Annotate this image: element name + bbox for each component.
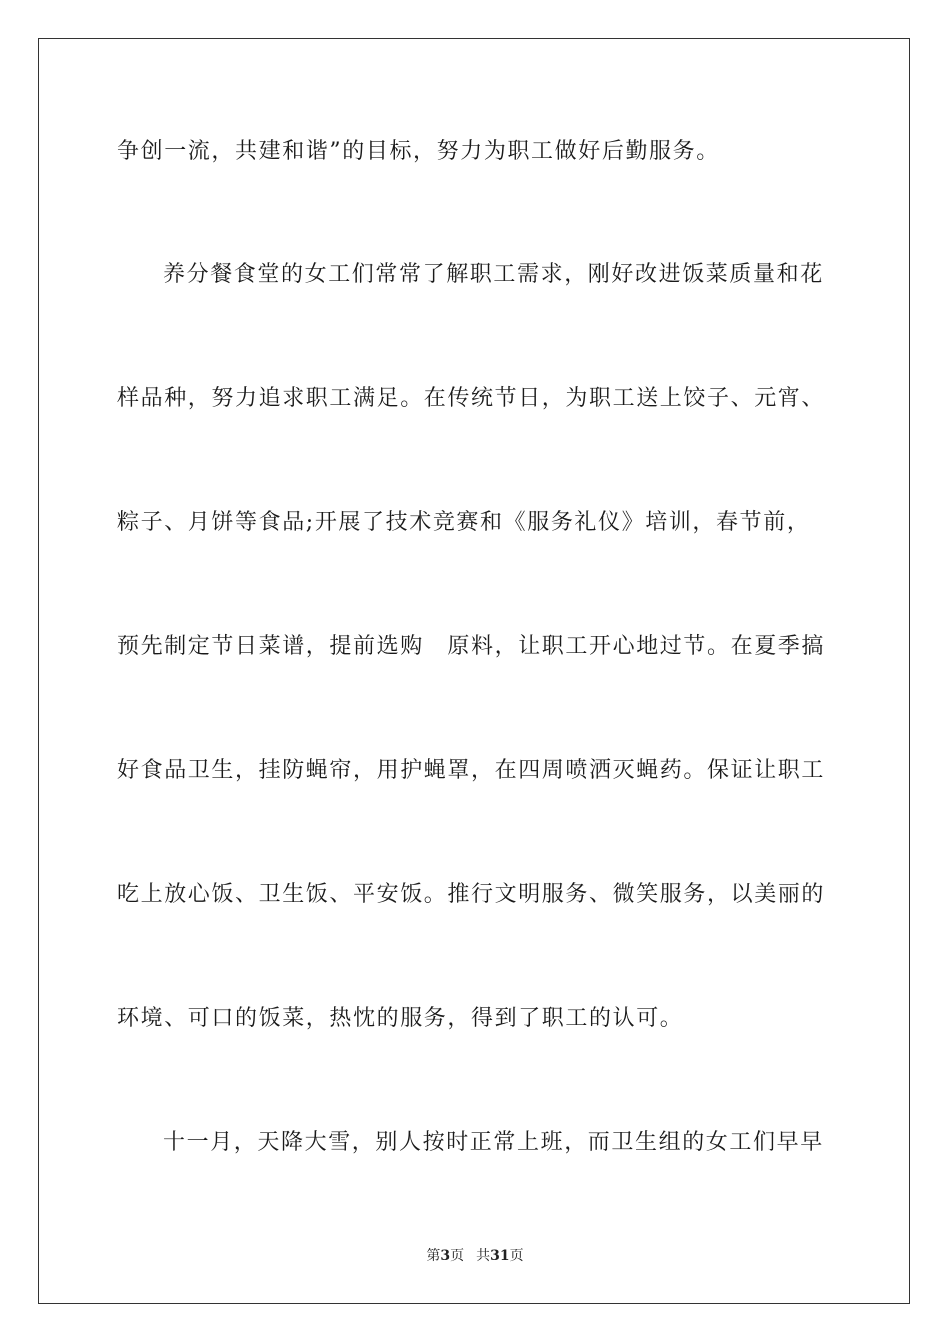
text-line-8: 环境、可口的饭菜，热忱的服务，得到了职工的认可。 — [117, 1006, 684, 1031]
paragraph-start-line-2: 养分餐食堂的女工们常常了解职工需求，刚好改进饭菜质量和花 — [163, 262, 824, 287]
text-line-4: 粽子、月饼等食品;开展了技术竞赛和《服务礼仪》培训，春节前， — [117, 510, 811, 535]
text-line-1: 争创一流，共建和谐”的目标，努力为职工做好后勤服务。 — [117, 139, 720, 164]
page-footer — [0, 1247, 950, 1265]
total-prefix: 共 — [476, 1248, 491, 1264]
page-prefix: 第 — [426, 1248, 441, 1264]
text-line-6: 好食品卫生，挂防蝇帘，用护蝇罩，在四周喷洒灭蝇药。保证让职工 — [117, 758, 826, 783]
page-border — [38, 38, 910, 1304]
paragraph-start-line-9: 十一月，天降大雪，别人按时正常上班，而卫生组的女工们早早 — [163, 1130, 824, 1155]
text-line-3: 样品种，努力追求职工满足。在传统节日，为职工送上饺子、元宵、 — [117, 386, 826, 411]
total-pages: 31 — [490, 1248, 510, 1264]
page-number: 3 — [440, 1248, 451, 1264]
page-suffix: 页 — [450, 1248, 465, 1264]
total-suffix: 页 — [509, 1248, 524, 1264]
text-line-5: 预先制定节日菜谱，提前选购 原料，让职工开心地过节。在夏季搞 — [117, 634, 826, 659]
text-line-7: 吃上放心饭、卫生饭、平安饭。推行文明服务、微笑服务，以美丽的 — [117, 882, 826, 907]
